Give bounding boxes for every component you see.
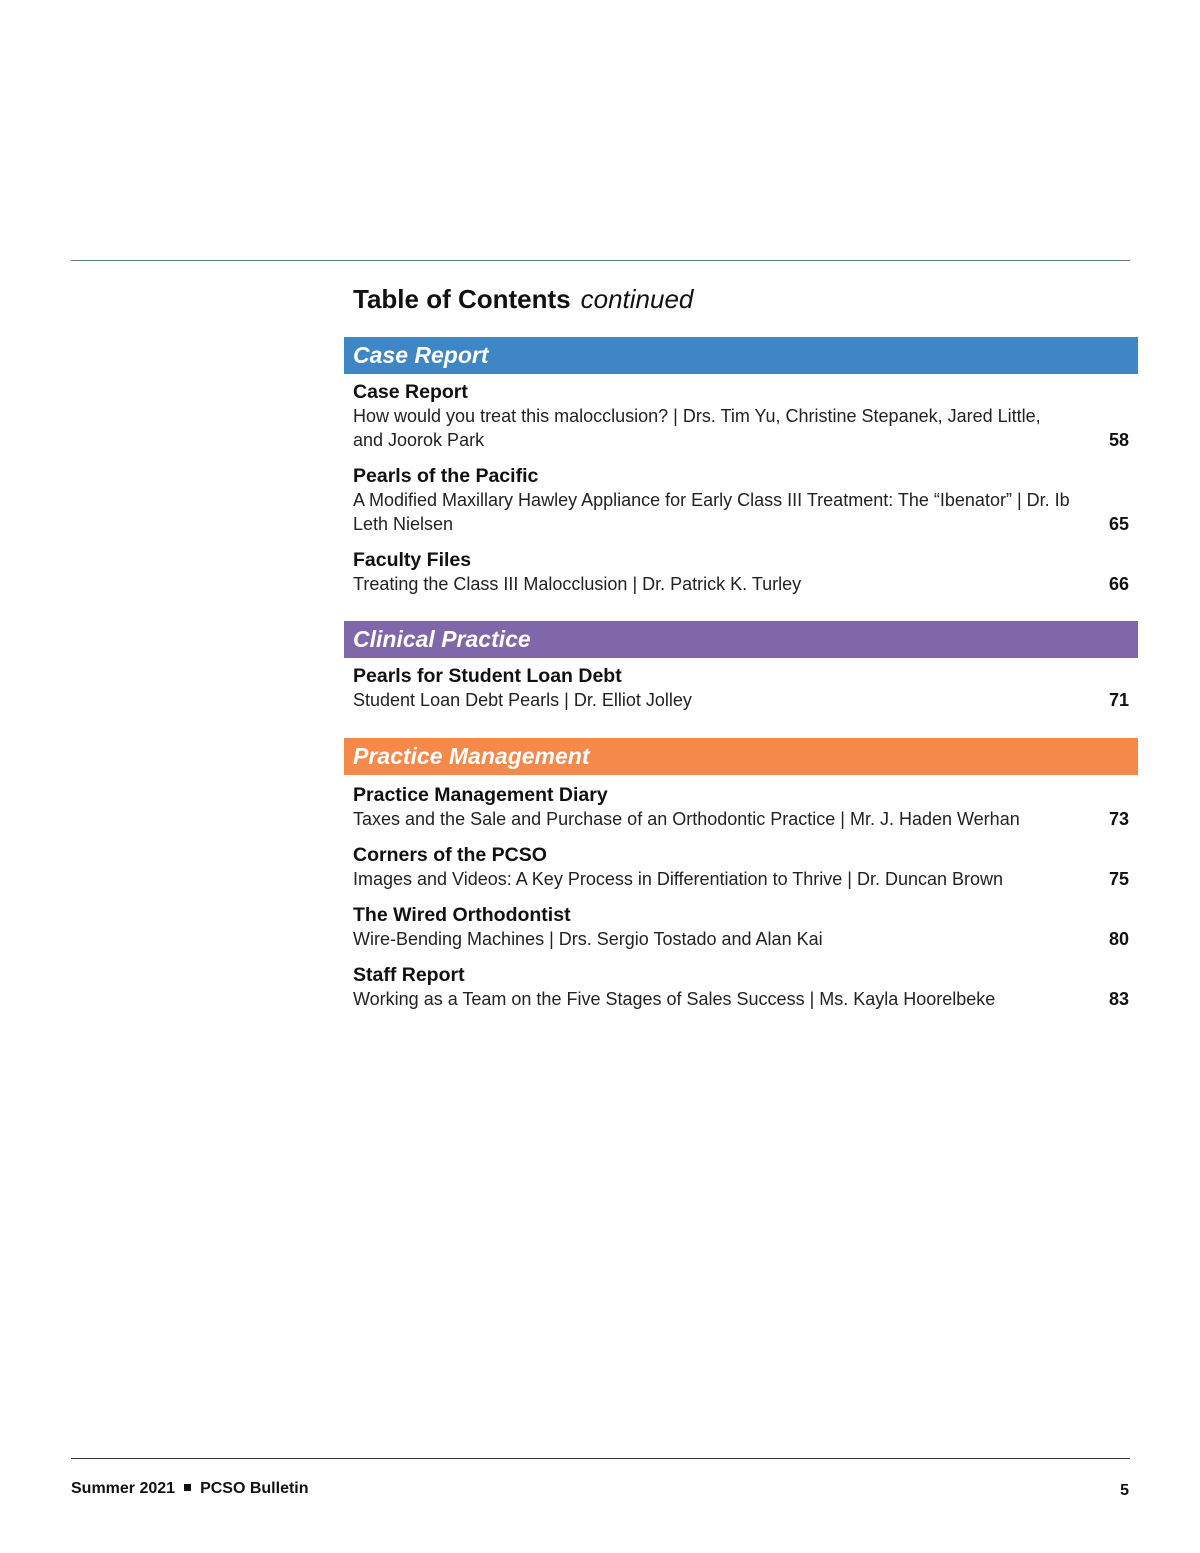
entry-title: Staff Report	[353, 964, 465, 986]
entry-description: Working as a Team on the Five Stages of Sales Success | Ms. Kayla Hoorelbeke	[353, 989, 996, 1009]
section-header	[344, 621, 1138, 658]
entry-description: Wire-Bending Machines | Drs. Sergio Tostado and Alan Kai	[353, 929, 823, 949]
section-case-report	[344, 337, 1138, 596]
footer-divider	[71, 1458, 1130, 1459]
section-clinical-practice	[344, 621, 1138, 712]
toc-subtitle: continued	[580, 284, 694, 314]
entry-description: A Modified Maxillary Hawley Appliance for Early Class III Treatment: The “Ibenator” | Dr. Ib Leth Nielsen	[353, 490, 1070, 534]
toc-entry[interactable]	[344, 548, 1138, 596]
entry-page-number: 75	[1108, 869, 1129, 889]
square-bullet-icon	[184, 1484, 191, 1491]
entry-page-number: 71	[1108, 690, 1129, 710]
entry-description: Images and Videos: A Key Process in Differentiation to Thrive | Dr. Duncan Brown	[353, 869, 1004, 889]
toc-entry[interactable]	[344, 903, 1138, 951]
entry-title: Faculty Files	[353, 549, 472, 571]
toc-entry[interactable]	[344, 664, 1138, 712]
entry-description: Taxes and the Sale and Purchase of an Orthodontic Practice | Mr. J. Haden Werhan	[353, 809, 1020, 829]
toc-entry[interactable]	[344, 464, 1138, 536]
entry-title: The Wired Orthodontist	[353, 904, 571, 926]
entry-description: Student Loan Debt Pearls | Dr. Elliot Jolley	[353, 690, 692, 710]
entry-title: Practice Management Diary	[353, 784, 608, 806]
section-header	[344, 738, 1138, 775]
section-practice-management	[344, 738, 1138, 1011]
entry-page-number: 73	[1108, 809, 1129, 829]
entry-description: Treating the Class III Malocclusion | Dr. Patrick K. Turley	[353, 574, 802, 594]
entry-title: Case Report	[353, 381, 468, 403]
section-label: Clinical Practice	[353, 626, 531, 652]
entry-title: Pearls for Student Loan Debt	[353, 665, 622, 687]
toc-entry[interactable]	[344, 783, 1138, 831]
entry-page-number: 66	[1108, 574, 1129, 594]
section-header	[344, 337, 1138, 374]
footer-page-number: 5	[1120, 1482, 1129, 1499]
toc-title: Table of Contents	[353, 284, 571, 314]
entry-description: How would you treat this malocclusion? | Drs. Tim Yu, Christine Stepanek, Jared Little, and Joorok Park	[353, 406, 1041, 450]
section-label: Case Report	[353, 342, 489, 368]
entry-page-number: 58	[1108, 430, 1129, 450]
top-divider	[71, 260, 1130, 261]
toc-entry[interactable]	[344, 843, 1138, 891]
footer-issue: Summer 2021	[71, 1480, 176, 1497]
entry-page-number: 83	[1108, 989, 1129, 1009]
entry-page-number: 65	[1108, 514, 1129, 534]
toc-entry[interactable]	[344, 963, 1138, 1011]
toc-entry[interactable]	[344, 380, 1138, 452]
entry-title: Corners of the PCSO	[353, 844, 547, 866]
page-title	[353, 284, 693, 315]
entry-page-number: 80	[1108, 929, 1129, 949]
footer-issue-info	[71, 1480, 309, 1498]
section-label: Practice Management	[353, 743, 590, 769]
footer-publication: PCSO Bulletin	[200, 1480, 309, 1497]
entry-title: Pearls of the Pacific	[353, 465, 539, 487]
